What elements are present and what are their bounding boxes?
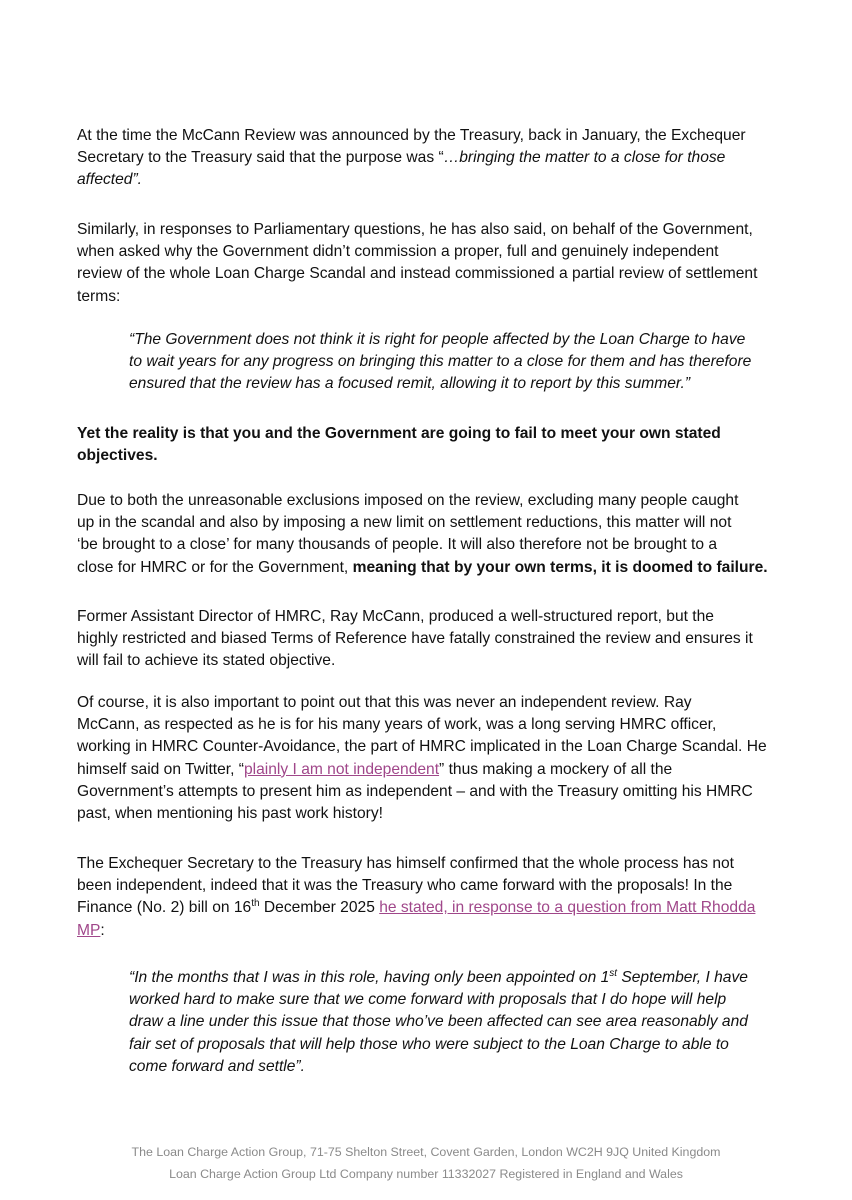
paragraph-mccann-review-announced bbox=[77, 125, 777, 192]
text-line: working in HMRC Counter-Avoidance, the part of HMRC implicated in the Loan Charge Scandal. He bbox=[77, 738, 767, 756]
text-line: terms: bbox=[77, 287, 121, 305]
text-line: will fail to achieve its stated objective. bbox=[77, 652, 336, 670]
text-line: Former Assistant Director of HMRC, Ray McCann, produced a well-structured report, but the bbox=[77, 608, 714, 625]
paragraph-former-assistant-director bbox=[77, 606, 777, 673]
quote-line: fair set of proposals that will help those who were subject to the Loan Charge to able to bbox=[129, 1035, 729, 1053]
text-line: Due to both the unreasonable exclusions imposed on the review, excluding many people caught bbox=[77, 492, 739, 509]
quote-line: ensured that the review has a focused remit, allowing it to report by this summer.” bbox=[129, 375, 691, 393]
text-line: Similarly, in responses to Parliamentary questions, he has also said, on behalf of the Government, bbox=[77, 221, 753, 238]
text-line: review of the whole Loan Charge Scandal and instead commissioned a partial review of settlement bbox=[77, 265, 758, 283]
text-line: At the time the McCann Review was announced by the Treasury, back in January, the Exchequer bbox=[77, 127, 746, 144]
paragraph-not-independent-review bbox=[77, 692, 777, 825]
ordinal-suffix: th bbox=[251, 898, 260, 910]
bold-text-line: Yet the reality is that you and the Government are going to fail to meet your own stated bbox=[77, 425, 721, 442]
quote-line: to wait years for any progress on bringing this matter to a close for them and has therefore bbox=[129, 353, 752, 371]
text-line: up in the scandal and also by imposing a new limit on settlement reductions, this matter will not bbox=[77, 514, 732, 532]
ordinal-suffix: st bbox=[609, 967, 618, 979]
footer-address: The Loan Charge Action Group, 71-75 Shelton Street, Covent Garden, London WC2H 9JQ United Kingdom bbox=[131, 1145, 721, 1159]
bold-text-line: objectives. bbox=[77, 447, 158, 465]
footer-company-info: Loan Charge Action Group Ltd Company number 11332027 Registered in England and Wales bbox=[169, 1167, 683, 1181]
text-line: past, when mentioning his past work history! bbox=[77, 805, 383, 823]
paragraph-exchequer-confirmed bbox=[77, 853, 777, 942]
text-line: McCann, as respected as he is for his many years of work, was a long serving HMRC officer, bbox=[77, 716, 717, 734]
text-line: himself said on Twitter, “plainly I am not independent” thus making a mockery of all the bbox=[77, 760, 673, 778]
text-line: Government’s attempts to present him as independent – and with the Treasury omitting his HMRC bbox=[77, 782, 753, 800]
paragraph-parliamentary-questions bbox=[77, 219, 777, 308]
quote-line: draw a line under this issue that those who’ve been affected can see area reasonably and bbox=[129, 1013, 748, 1031]
italic-quote-text: …bringing the matter to a close for those bbox=[443, 149, 726, 167]
quote-line: “The Government does not think it is right for people affected by the Loan Charge to have bbox=[129, 331, 746, 348]
italic-quote-text: affected”. bbox=[77, 171, 143, 189]
text-line: been independent, indeed that it was the Treasury who came forward with the proposals! In the bbox=[77, 877, 733, 895]
text-line: close for HMRC or for the Government, meaning that by your own terms, it is doomed to failure. bbox=[77, 558, 768, 576]
text-line: Of course, it is also important to point out that this was never an independent review. Ray bbox=[77, 694, 692, 711]
text-line: ‘be brought to a close’ for many thousands of people. It will also therefore not be brought to a bbox=[77, 536, 718, 554]
quote-line: “In the months that I was in this role, having only been appointed on 1st September, I have bbox=[129, 967, 748, 986]
bold-emphasis: meaning that by your own terms, it is doomed to failure. bbox=[352, 558, 768, 576]
text-line: Secretary to the Treasury said that the purpose was “…bringing the matter to a close for those bbox=[77, 149, 726, 167]
twitter-quote-link[interactable]: plainly I am not independent bbox=[243, 760, 440, 778]
quote-exchequer-secretary bbox=[129, 967, 789, 1078]
quote-line: come forward and settle”. bbox=[129, 1057, 305, 1075]
text-line: highly restricted and biased Terms of Reference have fatally constrained the review and ensures it bbox=[77, 630, 753, 648]
text-line: when asked why the Government didn’t commission a proper, full and genuinely independent bbox=[77, 243, 719, 261]
hansard-statement-link[interactable]: he stated, in response to a question from Matt Rhodda bbox=[379, 899, 756, 917]
quote-government-statement bbox=[129, 329, 789, 396]
paragraph-reality-fail bbox=[77, 423, 777, 467]
text-line: The Exchequer Secretary to the Treasury has himself confirmed that the whole process has not bbox=[77, 855, 735, 872]
paragraph-unreasonable-exclusions bbox=[77, 490, 777, 579]
text-line: Finance (No. 2) bill on 16th December 2025 he stated, in response to a question from Matt Rhodda bbox=[77, 898, 756, 917]
hansard-statement-link-continued[interactable]: MP bbox=[77, 921, 101, 939]
text-line: MP: bbox=[77, 921, 105, 939]
quote-line: worked hard to make sure that we come forward with proposals that I do hope will help bbox=[129, 991, 727, 1009]
